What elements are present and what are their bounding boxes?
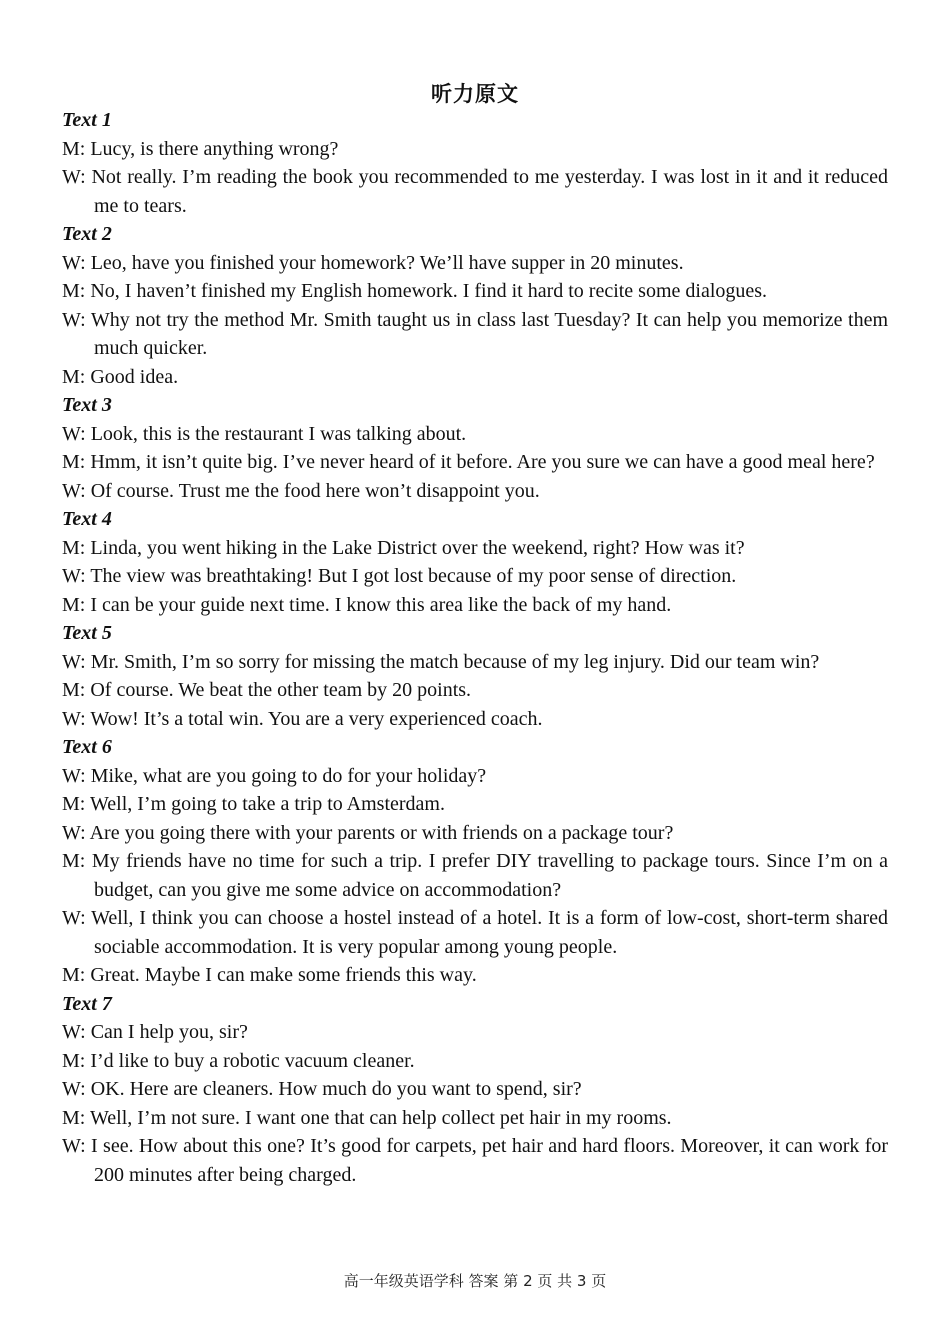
speaker-label: W: [62,907,86,929]
dialogue-line [62,534,888,563]
dialogue-line [62,562,888,591]
speaker-label: W: [62,422,86,445]
dialogue-text: The view was breathtaking! But I got lost because of my poor sense of direction. [90,565,737,587]
speaker-label: M: [62,536,86,559]
speaker-label: W: [62,1078,86,1100]
dialogue-line [62,790,888,819]
dialogue-line [62,762,888,791]
dialogue-line [62,448,888,477]
speaker-label: M: [62,137,86,160]
speaker-label: W: [62,821,86,844]
page-title: 听力原文 [431,82,519,106]
speaker-label: M: [62,280,86,302]
speaker-label: W: [62,479,86,502]
dialogue-text: Mike, what are you going to do for your holiday? [90,764,487,787]
speaker-label: M: [62,451,86,473]
dialogue-text: Of course. Trust me the food here won’t disappoint you. [90,479,540,502]
transcript-body [62,106,888,1189]
dialogue-line [62,648,888,677]
dialogue-text: Great. Maybe I can make some friends this way. [90,964,477,986]
speaker-label: M: [62,679,86,701]
speaker-label: M: [62,850,86,872]
dialogue-line [62,1104,888,1133]
speaker-label: W: [62,166,86,188]
section-heading: Text 1 [62,109,112,131]
dialogue-text: Not really. I’m reading the book you recommended to me yesterday. I was lost in it and it reduced me to tears. [91,166,889,217]
dialogue-line [62,363,888,392]
speaker-label: W: [62,1021,86,1043]
dialogue-line [62,420,888,449]
dialogue-line [62,1132,888,1189]
dialogue-line [62,249,888,278]
dialogue-text: Leo, have you finished your homework? We’ll have supper in 20 minutes. [90,251,684,274]
section-heading: Text 7 [62,992,112,1015]
dialogue-text: Well, I’m not sure. I want one that can help collect pet hair in my rooms. [89,1106,672,1129]
dialogue-line [62,1018,888,1047]
section-heading: Text 4 [62,508,112,530]
dialogue-text: Wow! It’s a total win. You are a very experienced coach. [90,707,543,730]
dialogue-text: Well, I’m going to take a trip to Amsterdam. [89,793,445,815]
section-heading: Text 3 [62,394,112,416]
speaker-label: W: [62,251,86,274]
dialogue-line [62,847,888,904]
dialogue-line [62,961,888,990]
dialogue-text: I can be your guide next time. I know this area like the back of my hand. [90,593,672,616]
dialogue-line [62,277,888,306]
dialogue-line [62,135,888,164]
dialogue-text: I see. How about this one? It’s good for carpets, pet hair and hard floors. Moreover, it can work for 200 minutes after being charged. [91,1135,889,1186]
dialogue-text: No, I haven’t finished my English homework. I find it hard to recite some dialogues. [90,280,768,302]
speaker-label: W: [62,764,86,787]
dialogue-line [62,705,888,734]
speaker-label: W: [62,308,86,331]
dialogue-line [62,163,888,220]
section-heading: Text 6 [62,736,112,758]
dialogue-line [62,904,888,961]
dialogue-text: Well, I think you can choose a hostel instead of a hotel. It is a form of low-cost, short-term shared sociable accommodation. It is very popular among young people. [91,907,889,958]
dialogue-text: OK. Here are cleaners. How much do you want to spend, sir? [90,1078,582,1100]
dialogue-text: Mr. Smith, I’m so sorry for missing the match because of my leg injury. Did our team win? [90,650,820,673]
speaker-label: W: [62,650,86,673]
dialogue-line [62,306,888,363]
dialogue-text: Lucy, is there anything wrong? [90,137,339,160]
speaker-label: M: [62,964,86,986]
dialogue-line [62,819,888,848]
section-heading: Text 2 [62,223,112,245]
speaker-label: W: [62,565,86,587]
dialogue-text: Hmm, it isn’t quite big. I’ve never heard of it before. Are you sure we can have a good meal here? [90,451,875,473]
speaker-label: W: [62,707,86,730]
dialogue-line [62,1075,888,1104]
dialogue-line [62,1047,888,1076]
dialogue-text: I’d like to buy a robotic vacuum cleaner. [90,1049,415,1072]
speaker-label: M: [62,793,86,815]
dialogue-line [62,676,888,705]
dialogue-text: Why not try the method Mr. Smith taught us in class last Tuesday? It can help you memorize them much quicker. [90,308,889,359]
dialogue-text: Look, this is the restaurant I was talking about. [90,422,467,445]
dialogue-line [62,477,888,506]
dialogue-text: My friends have no time for such a trip. I prefer DIY travelling to package tours. Since I’m on a budget, can you give me some advice on accommodation? [91,850,888,901]
dialogue-line [62,591,888,620]
speaker-label: M: [62,1049,86,1072]
dialogue-text: Linda, you went hiking in the Lake District over the weekend, right? How was it? [90,536,745,559]
dialogue-text: Good idea. [90,365,179,388]
dialogue-text: Can I help you, sir? [90,1021,248,1043]
speaker-label: M: [62,365,86,388]
dialogue-text: Are you going there with your parents or with friends on a package tour? [89,821,674,844]
dialogue-text: Of course. We beat the other team by 20 points. [90,679,472,701]
speaker-label: M: [62,1106,86,1129]
section-heading: Text 5 [62,622,112,644]
page-footer: 高一年级英语学科 答案 第 2 页 共 3 页 [343,1272,607,1290]
speaker-label: M: [62,593,86,616]
speaker-label: W: [62,1135,86,1157]
